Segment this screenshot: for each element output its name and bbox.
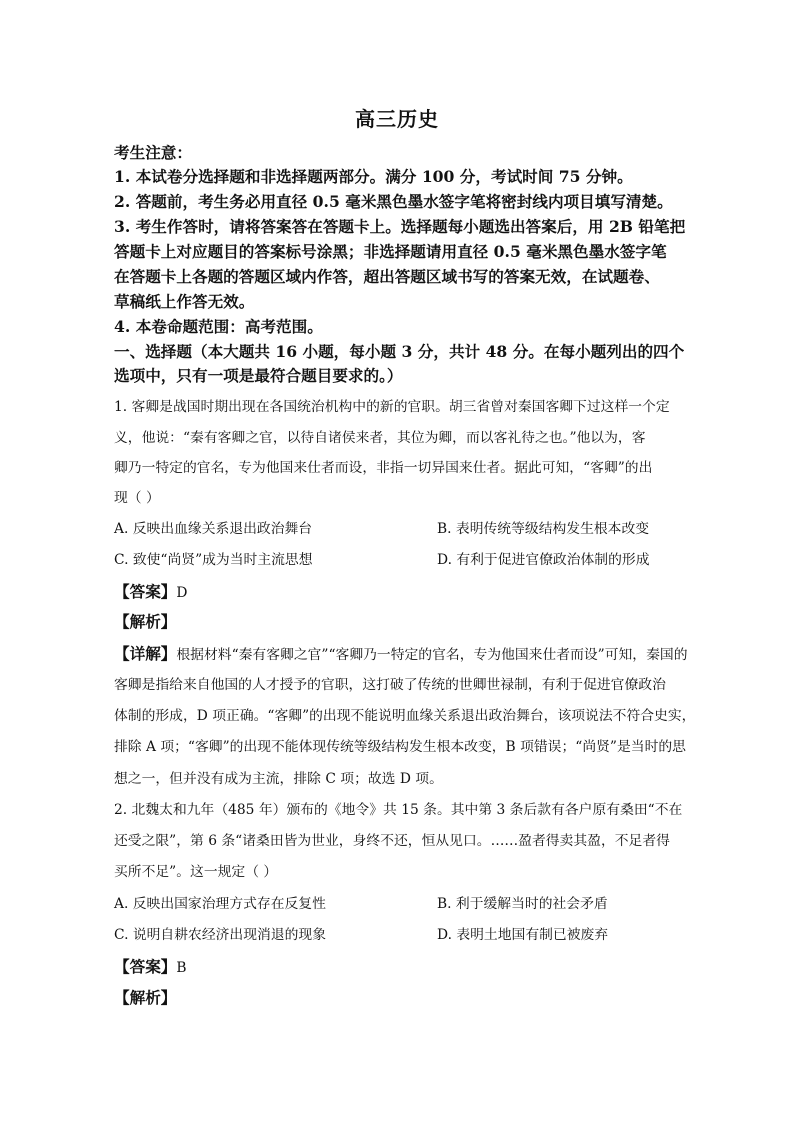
q1-answer-label: 【答案】 <box>114 582 177 601</box>
q1-option-c: C. 致使“尚贤”成为当时主流思想 <box>114 552 313 568</box>
notice-line-4: 答题卡上对应题目的答案标号涂黑；非选择题请用直径 0.5 毫米黑色墨水签字笔 <box>114 242 667 261</box>
q1-analysis-label: 【解析】 <box>114 612 177 631</box>
notice-line-3: 3. 考生作答时，请将答案答在答题卡上。选择题每小题选出答案后，用 2B 铅笔把 <box>114 217 686 236</box>
notice-heading: 考生注意： <box>114 143 192 162</box>
q1-stem-line-1: 1. 客卿是战国时期出现在各国统治机构中的新的官职。胡三省曾对秦国客卿下过这样一个定 <box>114 399 670 415</box>
q2-stem-line-2: 还受之限”，第 6 条“诸桑田皆为世业，身终不还，恒从见口。……盈者得卖其盈，不足者得 <box>114 833 670 849</box>
page-title: 高三历史 <box>355 107 439 131</box>
q1-stem-line-3: 卿乃一特定的官名，专为他国来仕者而设，非指一切异国来仕者。据此可知，“客卿”的出 <box>114 460 653 476</box>
q1-detail-line-1 <box>114 642 688 664</box>
q1-detail-line-3: 体制的形成，D 项正确。“客卿”的出现不能说明血缘关系退出政治舞台，该项说法不符合史实， <box>114 708 696 724</box>
q1-answer-value: D <box>176 585 188 601</box>
notice-line-6: 草稿纸上作答无效。 <box>114 292 255 311</box>
q1-detail-line-4: 排除 A 项；“客卿”的出现不能体现传统等级结构发生根本改变，B 项错误；“尚贤”是当时的思 <box>114 739 686 755</box>
q2-option-c: C. 说明自耕农经济出现消退的现象 <box>114 927 326 943</box>
q1-detail-line-5: 想之一，但并没有成为主流，排除 C 项；故选 D 项。 <box>114 771 443 787</box>
q1-detail-line-2: 客卿是指给来自他国的人才授予的官职，这打破了传统的世卿世禄制，有利于促进官僚政治 <box>114 677 666 693</box>
q1-option-a: A. 反映出血缘关系退出政治舞台 <box>114 521 313 537</box>
q2-answer-label: 【答案】 <box>114 957 177 976</box>
q1-detail-label: 【详解】 <box>114 644 177 663</box>
q2-answer <box>114 955 684 977</box>
q1-option-d: D. 有利于促进官僚政治体制的形成 <box>437 552 650 568</box>
q2-option-b: B. 利于缓解当时的社会矛盾 <box>437 896 608 912</box>
q2-analysis-label: 【解析】 <box>114 988 177 1007</box>
notice-line-5: 在答题卡上各题的答题区域内作答，超出答题区域书写的答案无效，在试题卷、 <box>114 267 660 286</box>
q2-option-a: A. 反映出国家治理方式存在反复性 <box>114 896 326 912</box>
section-heading-line-1: 一、选择题（本大题共 16 小题，每小题 3 分，共计 48 分。在每小题列出的四个 <box>114 342 685 361</box>
q1-answer <box>114 580 684 602</box>
notice-line-1: 1. 本试卷分选择题和非选择题两部分。满分 100 分，考试时间 75 分钟。 <box>114 167 633 186</box>
q2-stem-line-3: 买所不足”。这一规定（ ） <box>114 864 278 880</box>
q2-option-d: D. 表明土地国有制已被废弃 <box>437 927 609 943</box>
notice-line-2: 2. 答题前，考生务必用直径 0.5 毫米黑色墨水签字笔将密封线内项目填写清楚。 <box>114 192 673 211</box>
notice-line-7: 4. 本卷命题范围：高考范围。 <box>114 317 323 336</box>
q1-detail-text-1: 根据材料“秦有客卿之官”“客卿乃一特定的官名，专为他国来仕者而设”可知，秦国的 <box>176 647 688 663</box>
q1-stem-line-2: 义，他说：“秦有客卿之官，以待自诸侯来者，其位为卿，而以客礼待之也。”他以为，客 <box>114 430 646 446</box>
q2-stem-line-1: 2. 北魏太和九年（485 年）颁布的《地令》共 15 条。其中第 3 条后款有各户原有桑田“不在 <box>114 802 683 818</box>
q2-answer-value: B <box>176 960 187 976</box>
q1-option-b: B. 表明传统等级结构发生根本改变 <box>437 521 650 537</box>
q1-stem-line-4: 现（ ） <box>114 490 160 506</box>
section-heading-line-2: 选项中，只有一项是最符合题目要求的。） <box>114 366 403 385</box>
